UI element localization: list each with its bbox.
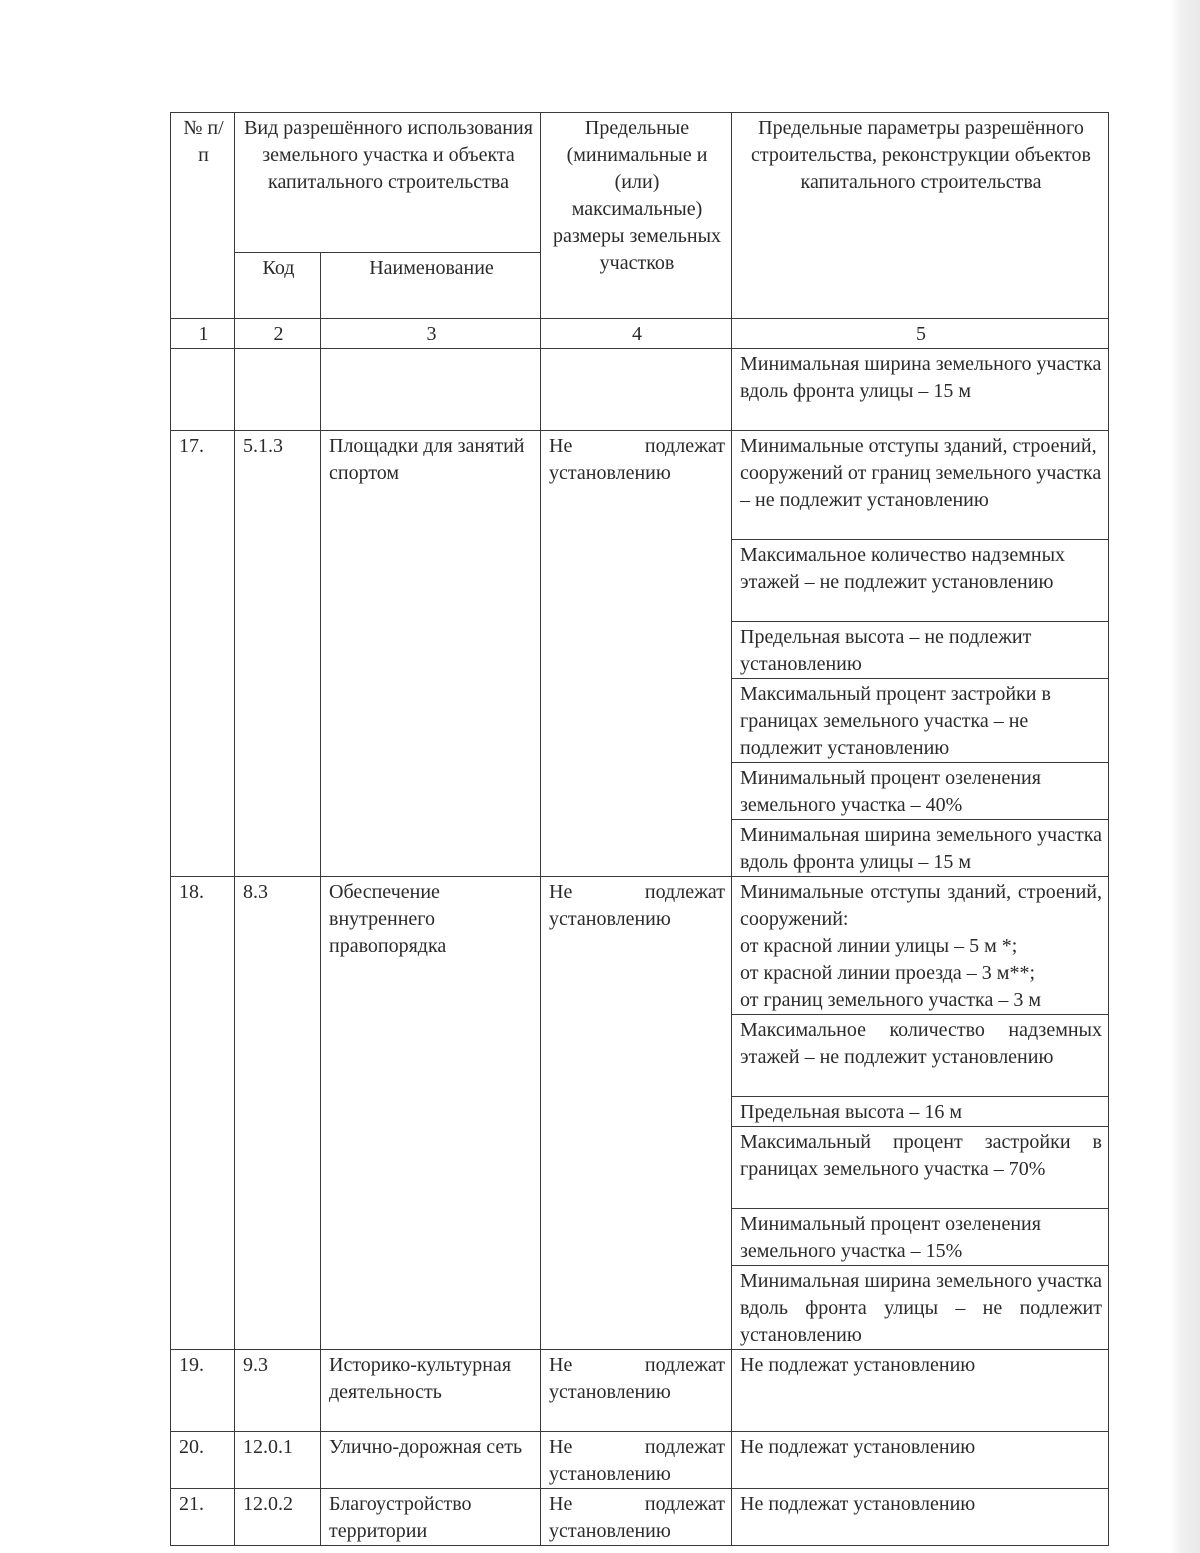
- row-plot-size: Не подлежат установлению: [541, 1489, 732, 1546]
- row-plot-size: Не подлежат установлению: [541, 877, 732, 1350]
- param-cell: Минимальная ширина земельного участка вдоль фронта улицы – 15 м: [732, 820, 1109, 877]
- param-cell: Минимальный процент озеленения земельного участка – 40%: [732, 763, 1109, 820]
- param-cell: Минимальные отступы зданий, строений, сооружений от границ земельного участка – не подлежит установлению: [732, 431, 1109, 540]
- param-cell: Не подлежат установлению: [732, 1489, 1109, 1546]
- row-name: Площадки для занятий спортом: [321, 431, 541, 877]
- param-cell: Минимальный процент озеленения земельного участка – 15%: [732, 1209, 1109, 1266]
- row-number: 19.: [171, 1350, 235, 1432]
- row-number: 18.: [171, 877, 235, 1350]
- row-code: 12.0.1: [235, 1432, 321, 1489]
- table-cell-empty: [541, 349, 732, 431]
- column-number-1: 1: [171, 319, 235, 349]
- param-offset-driveway: от красной линии проезда – 3 м**;: [740, 962, 1036, 984]
- scan-edge-shadow: [1170, 0, 1200, 1553]
- param-cell: Минимальная ширина земельного участка вдоль фронта улицы – не подлежит установлению: [732, 1266, 1109, 1350]
- param-cell: Минимальная ширина земельного участка вдоль фронта улицы – 15 м: [732, 349, 1109, 431]
- table-cell-empty: [235, 349, 321, 431]
- row-number: 20.: [171, 1432, 235, 1489]
- param-cell: Максимальный процент застройки в границах земельного участка – 70%: [732, 1127, 1109, 1209]
- column-number-5: 5: [732, 319, 1109, 349]
- row-name: Обеспечение внутреннего правопорядка: [321, 877, 541, 1350]
- row-name: Историко-культурная деятельность: [321, 1350, 541, 1432]
- param-cell: Не подлежат установлению: [732, 1350, 1109, 1432]
- param-cell: Предельная высота – не подлежит установлению: [732, 622, 1109, 679]
- param-offsets-title: Минимальные отступы зданий, строений, сооружений:: [740, 881, 1102, 930]
- column-number-2: 2: [235, 319, 321, 349]
- row-name: Благоустройство территории: [321, 1489, 541, 1546]
- row-plot-size: Не подлежат установлению: [541, 1432, 732, 1489]
- row-name: Улично-дорожная сеть: [321, 1432, 541, 1489]
- header-permitted-use: Вид разрешённого использования земельного участка и объекта капитального строительства: [235, 113, 541, 253]
- header-name: Наименование: [321, 253, 541, 319]
- param-cell: Предельная высота – 16 м: [732, 1097, 1109, 1127]
- row-plot-size: Не подлежат установлению: [541, 1350, 732, 1432]
- header-number: № п/п: [171, 113, 235, 319]
- row-code: 12.0.2: [235, 1489, 321, 1546]
- land-use-table: [170, 112, 1109, 1546]
- param-cell: Максимальное количество надземных этажей – не подлежит установлению: [732, 540, 1109, 622]
- param-cell: Не подлежат установлению: [732, 1432, 1109, 1489]
- column-number-4: 4: [541, 319, 732, 349]
- param-cell: Максимальный процент застройки в границах земельного участка – не подлежит установлению: [732, 679, 1109, 763]
- param-offset-boundary: от границ земельного участка – 3 м: [740, 989, 1041, 1011]
- row-code: 8.3: [235, 877, 321, 1350]
- row-plot-size: Не подлежат установлению: [541, 431, 732, 877]
- header-construction-params: Предельные параметры разрешённого строительства, реконструкции объектов капитального строительства: [732, 113, 1109, 319]
- row-code: 9.3: [235, 1350, 321, 1432]
- param-cell-offsets: [732, 877, 1109, 1015]
- header-plot-sizes: Предельные (минимальные и (или) максимальные) размеры земельных участков: [541, 113, 732, 319]
- param-cell: Максимальное количество надземных этажей – не подлежит установлению: [732, 1015, 1109, 1097]
- row-number: 21.: [171, 1489, 235, 1546]
- table-cell-empty: [321, 349, 541, 431]
- table-cell-empty: [171, 349, 235, 431]
- row-number: 17.: [171, 431, 235, 877]
- row-code: 5.1.3: [235, 431, 321, 877]
- header-code: Код: [235, 253, 321, 319]
- column-number-3: 3: [321, 319, 541, 349]
- param-offset-street: от красной линии улицы – 5 м *;: [740, 935, 1018, 957]
